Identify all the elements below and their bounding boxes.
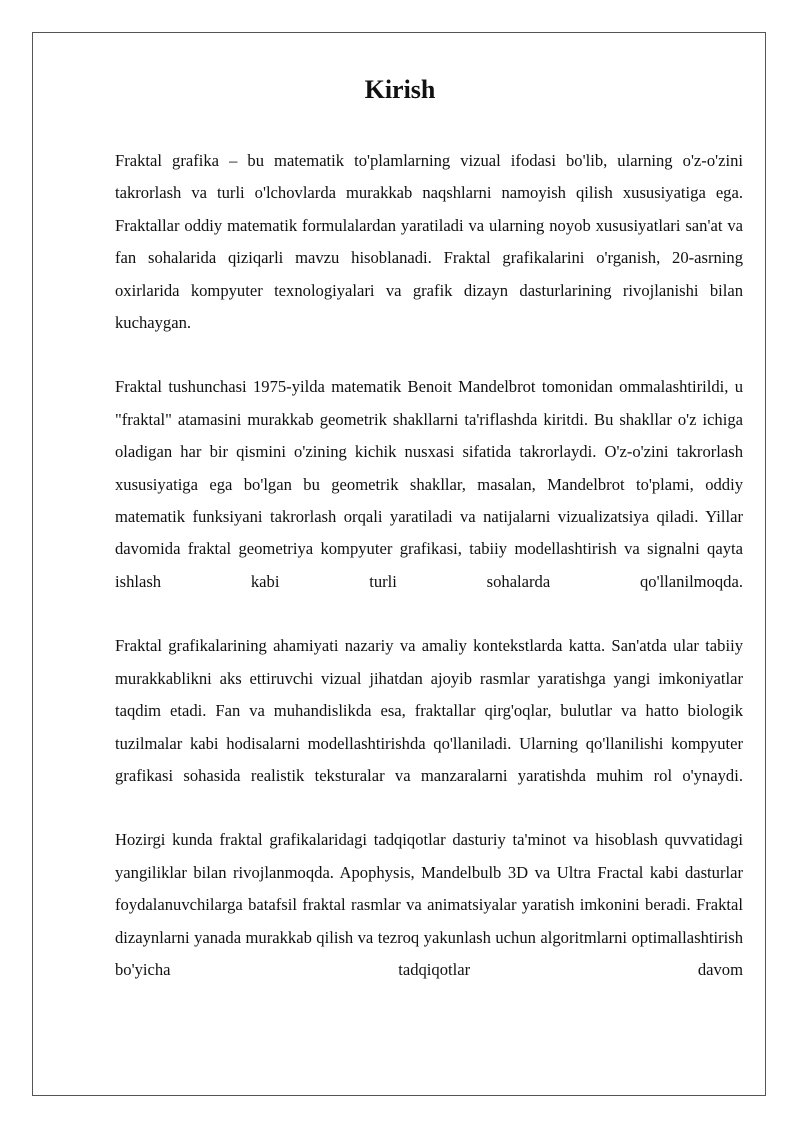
page-title: Kirish [364,75,436,104]
paragraph-1: Fraktal grafika – bu matematik to'plamlarning vizual ifodasi bo'lib, ularning o'z-o'zini takrorlash va turli o'lchovlarda murakkab naqshlarni namoyish qilish xususiyatiga ega. Fraktallar oddiy matematik formulalardan yaratiladi va ularning noyob xususiyatlari san'at va fan sohalarida qiziqarli mavzu hisoblanadi. Fraktal grafikalarini o'rganish, 20-asrning oxirlarida kompyuter texnologiyalari va grafik dizayn dasturlarining rivojlanishi bilan kuchaygan. [115,151,743,333]
paragraph-4: Hozirgi kunda fraktal grafikalaridagi tadqiqotlar dasturiy ta'minot va hisoblash quvvatidagi yangiliklar bilan rivojlanmoqda. Apophysis, Mandelbulb 3D va Ultra Fractal kabi dasturlar foydalanuvchilarga batafsil fraktal rasmlar va animatsiyalar yaratish imkonini beradi. Fraktal dizaynlarni yanada murakkab qilish va tezroq yakunlash uchun algoritmlarni optimallashtirish bo'yicha tadqiqotlar davom [115,830,743,979]
document-body [115,145,743,986]
paragraph-2: Fraktal tushunchasi 1975-yilda matematik Benoit Mandelbrot tomonidan ommalashtirildi, u "fraktal" atamasini murakkab geometrik shakllarni ta'riflashda kiritdi. Bu shakllar o'z ichiga oladigan har bir qismini o'zining kichik nusxasi sifatida takrorlaydi. O'z-o'zini takrorlash xususiyatiga ega bo'lgan bu geometrik shakllar, masalan, Mandelbrot to'plami, oddiy matematik funksiyani takrorlash orqali yaratiladi va natijalarni vizualizatsiya qiladi. Yillar davomida fraktal geometriya kompyuter grafikasi, tabiiy modellashtirish va signalni qayta ishlash kabi turli sohalarda qo'llanilmoqda. [115,377,743,591]
paragraph-3: Fraktal grafikalarining ahamiyati nazariy va amaliy kontekstlarda katta. San'atda ular tabiiy murakkablikni aks ettiruvchi vizual jihatdan ajoyib rasmlar yaratishga yangi imkoniyatlar taqdim etadi. Fan va muhandislikda esa, fraktallar qirg'oqlar, bulutlar va hatto biologik tuzilmalar kabi hodisalarni modellashtirishda qo'llaniladi. Ularning qo'llanilishi kompyuter grafikasi sohasida realistik teksturalar va manzaralarni yaratishda muhim rol o'ynaydi. [115,636,743,785]
